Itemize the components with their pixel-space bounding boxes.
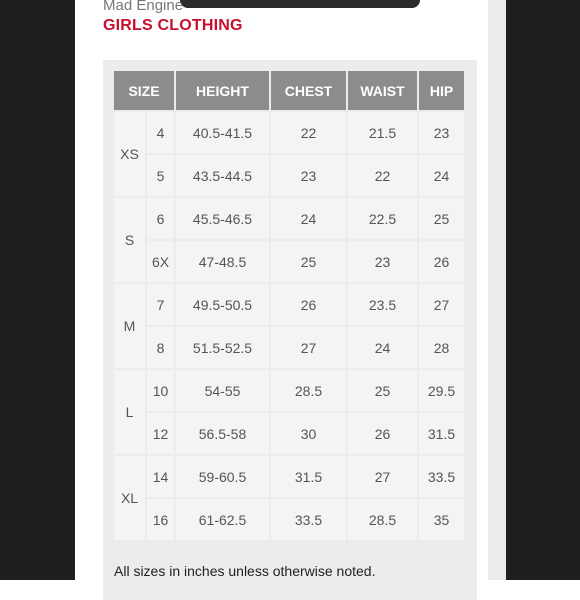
hip-cell: 24 bbox=[419, 155, 464, 196]
header-waist: WAIST bbox=[348, 71, 417, 110]
page-title: GIRLS CLOTHING bbox=[103, 17, 243, 34]
scroll-edge bbox=[488, 0, 506, 580]
table-row bbox=[114, 327, 464, 368]
height-cell: 59-60.5 bbox=[176, 456, 269, 497]
hip-cell: 29.5 bbox=[419, 370, 464, 411]
waist-cell: 25 bbox=[348, 370, 417, 411]
waist-cell: 26 bbox=[348, 413, 417, 454]
size-number: 10 bbox=[147, 370, 174, 411]
size-number: 16 bbox=[147, 499, 174, 540]
chest-cell: 22 bbox=[271, 112, 346, 153]
waist-cell: 27 bbox=[348, 456, 417, 497]
size-number: 7 bbox=[147, 284, 174, 325]
height-cell: 47-48.5 bbox=[176, 241, 269, 282]
table-row bbox=[114, 241, 464, 282]
height-cell: 49.5-50.5 bbox=[176, 284, 269, 325]
left-frame bbox=[0, 0, 75, 580]
top-popup-edge bbox=[180, 0, 420, 8]
chest-cell: 28.5 bbox=[271, 370, 346, 411]
hip-cell: 23 bbox=[419, 112, 464, 153]
chest-cell: 27 bbox=[271, 327, 346, 368]
waist-cell: 23.5 bbox=[348, 284, 417, 325]
units-note: All sizes in inches unless otherwise noted. bbox=[114, 563, 376, 579]
height-cell: 54-55 bbox=[176, 370, 269, 411]
hip-cell: 28 bbox=[419, 327, 464, 368]
hip-cell: 25 bbox=[419, 198, 464, 239]
chest-cell: 24 bbox=[271, 198, 346, 239]
hip-cell: 33.5 bbox=[419, 456, 464, 497]
table-row bbox=[114, 112, 464, 153]
table-row bbox=[114, 499, 464, 540]
waist-cell: 22 bbox=[348, 155, 417, 196]
size-number: 6 bbox=[147, 198, 174, 239]
chest-cell: 30 bbox=[271, 413, 346, 454]
table-row bbox=[114, 413, 464, 454]
chest-cell: 25 bbox=[271, 241, 346, 282]
waist-cell: 21.5 bbox=[348, 112, 417, 153]
size-number: 4 bbox=[147, 112, 174, 153]
size-number: 8 bbox=[147, 327, 174, 368]
table-header-row bbox=[114, 71, 464, 110]
size-group-label: M bbox=[114, 284, 145, 368]
table-row bbox=[114, 198, 464, 239]
chest-cell: 33.5 bbox=[271, 499, 346, 540]
size-chart-table bbox=[112, 69, 466, 542]
chest-cell: 23 bbox=[271, 155, 346, 196]
size-group-label: XL bbox=[114, 456, 145, 540]
height-cell: 45.5-46.5 bbox=[176, 198, 269, 239]
size-group-label: S bbox=[114, 198, 145, 282]
height-cell: 43.5-44.5 bbox=[176, 155, 269, 196]
hip-cell: 26 bbox=[419, 241, 464, 282]
size-number: 14 bbox=[147, 456, 174, 497]
hip-cell: 35 bbox=[419, 499, 464, 540]
table-row bbox=[114, 456, 464, 497]
height-cell: 51.5-52.5 bbox=[176, 327, 269, 368]
header-size: SIZE bbox=[114, 71, 174, 110]
header-hip: HIP bbox=[419, 71, 464, 110]
chest-cell: 26 bbox=[271, 284, 346, 325]
waist-cell: 28.5 bbox=[348, 499, 417, 540]
table-row bbox=[114, 370, 464, 411]
header-chest: CHEST bbox=[271, 71, 346, 110]
size-number: 5 bbox=[147, 155, 174, 196]
table-row bbox=[114, 155, 464, 196]
size-group-label: L bbox=[114, 370, 145, 454]
table-row bbox=[114, 284, 464, 325]
chest-cell: 31.5 bbox=[271, 456, 346, 497]
waist-cell: 22.5 bbox=[348, 198, 417, 239]
height-cell: 61-62.5 bbox=[176, 499, 269, 540]
height-cell: 40.5-41.5 bbox=[176, 112, 269, 153]
size-group-label: XS bbox=[114, 112, 145, 196]
header-height: HEIGHT bbox=[176, 71, 269, 110]
waist-cell: 24 bbox=[348, 327, 417, 368]
size-number: 12 bbox=[147, 413, 174, 454]
height-cell: 56.5-58 bbox=[176, 413, 269, 454]
brand-name: Mad Engine bbox=[103, 0, 184, 14]
size-number: 6X bbox=[147, 241, 174, 282]
hip-cell: 31.5 bbox=[419, 413, 464, 454]
hip-cell: 27 bbox=[419, 284, 464, 325]
waist-cell: 23 bbox=[348, 241, 417, 282]
right-frame bbox=[506, 0, 580, 580]
